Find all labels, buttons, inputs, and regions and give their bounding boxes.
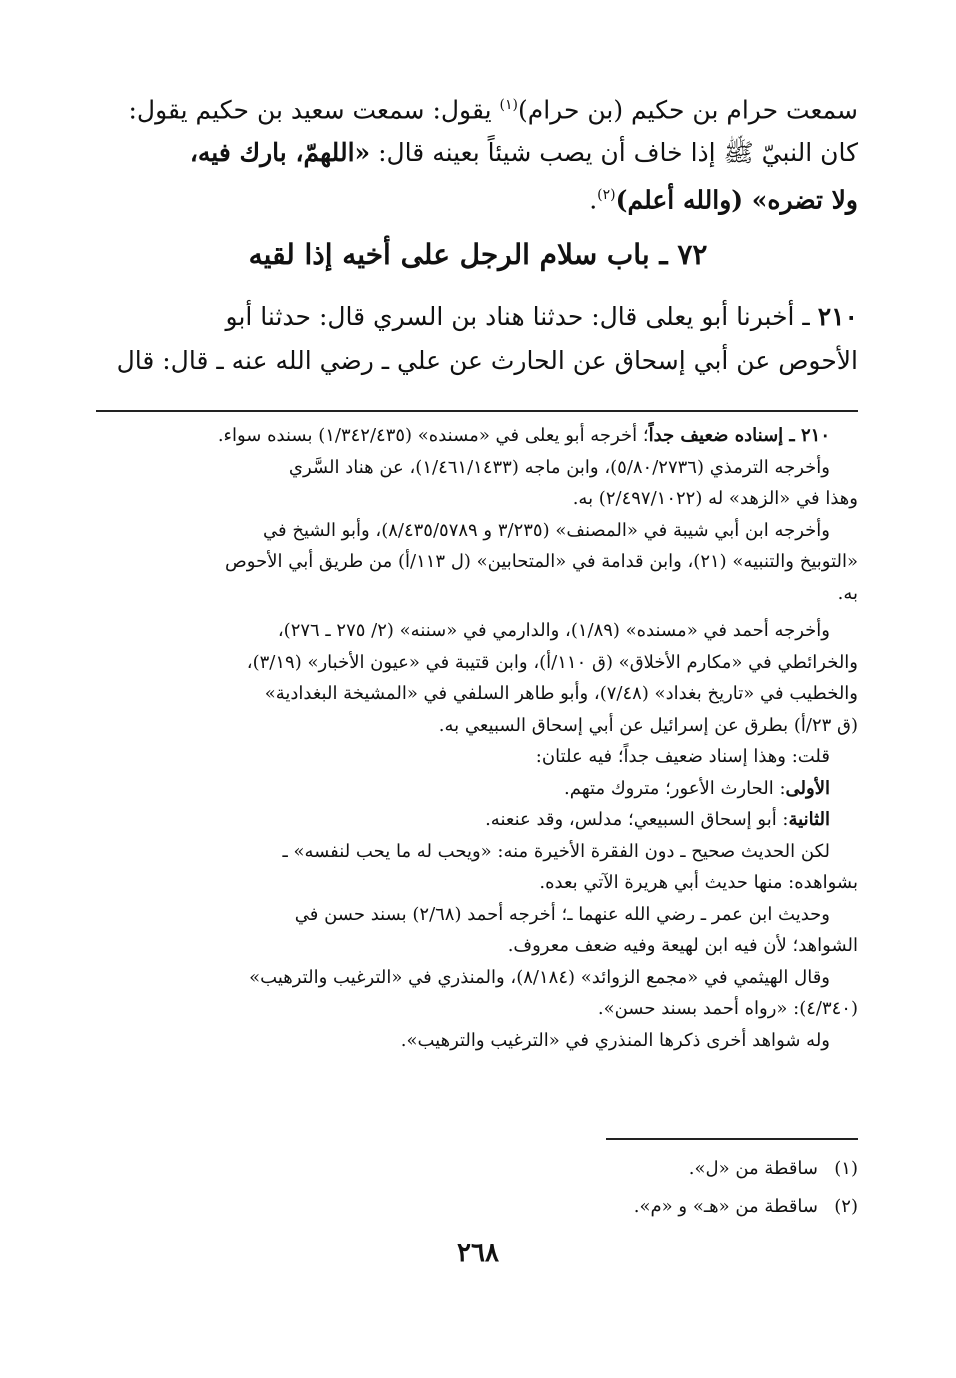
intro-text: سمعت حرام بن حكيم (بن حرام) — [517, 95, 858, 125]
footnote-number: (٢) — [834, 1196, 858, 1217]
hadith-paragraph — [96, 295, 858, 383]
note-text: ؛ أخرجه أبو يعلى في «مسنده» (١/٣٤٢/٤٣٥) بسنده سواء. — [217, 425, 649, 446]
note-line: (٤/٣٤٠): «رواه أحمد بسند حسن». — [597, 998, 858, 1019]
hadith-number: ٢١٠ — [817, 302, 858, 331]
prophetic-quote: «اللهمّ، بارك فيه، — [189, 138, 371, 168]
defect-label: الأولى — [785, 777, 830, 799]
footnote-number: (١) — [834, 1158, 858, 1179]
defect-label: الثانية — [788, 809, 830, 830]
note-line: قلت: وهذا إسناد ضعيف جداً؛ فيه علتان: — [535, 746, 830, 767]
footnote-text: ساقطة من «هـ» و «م». — [633, 1196, 818, 1217]
footnote-text: ساقطة من «ل». — [688, 1158, 818, 1179]
note-text: : أبو إسحاق السبيعي؛ مدلس، وقد عنعنه. — [485, 809, 789, 830]
note-line: وقال الهيثمي في «مجمع الزوائد» (٨/١٨٤)، والمنذري في «الترغيب والترهيب» — [249, 966, 830, 988]
note-line: وأخرجه أحمد في «مسنده» (١/٨٩)، والدارمي في «سننه» (٢/ ٢٧٥ ـ ٢٧٦)، — [277, 620, 830, 641]
note-line: به. — [837, 582, 858, 604]
note-line — [96, 804, 858, 836]
commentary-notes — [96, 420, 858, 1056]
note-line: وله شواهد أخرى ذكرها المنذري في «الترغيب والترهيب». — [400, 1029, 830, 1051]
note-line: لكن الحديث صحيح ـ دون الفقرة الأخيرة منه: «ويحب له ما يحب لنفسه» ـ — [282, 840, 830, 862]
footnote-ref[interactable]: (٢) — [597, 187, 616, 204]
note-line: والخطيب في «تاريخ بغداد» (٧/٤٨)، وأبو طاهر السلفي في «المشيخة البغدادية» — [264, 683, 858, 704]
intro-text: يقول: سمعت سعيد بن حكيم يقول: — [128, 95, 500, 125]
page-number: ٢٦٨ — [457, 1238, 499, 1268]
note-line: وهذا في «الزهد» له (٢/٤٩٧/١٠٢٢) به. — [572, 488, 858, 509]
hadith-line: الأحوص عن أبي إسحاق عن الحارث عن علي ـ رضي الله عنه ـ قال: قال — [116, 346, 858, 375]
intro-text: كان النبيّ ﷺ إذا خاف أن يصب شيئاً بعينه قال: — [370, 138, 858, 168]
note-line: وأخرجه الترمذي (٥/٨٠/٢٧٣٦)، وابن ماجه (١/٤٦١/١٤٣٣)، عن هناد السَّري — [288, 456, 830, 478]
note-line — [96, 773, 858, 805]
note-line: «التوبيخ والتنبيه» (٢١)، وابن قدامة في «المتحابين» (ل ١١٣/أ) من طريق أبي الأحوص — [225, 551, 858, 572]
footnote-separator — [606, 1138, 858, 1140]
note-line: وحديث ابن عمر ـ رضي الله عنهما ـ؛ أخرجه أحمد (٢/٦٨) بسند حسن في — [294, 903, 830, 925]
intro-paragraph — [96, 84, 858, 222]
note-line — [96, 420, 858, 452]
footnotes — [96, 1150, 858, 1226]
footnote-2 — [96, 1188, 858, 1226]
note-text: : الحارث الأعور؛ متروك متهم. — [564, 777, 786, 799]
note-line: (ق ٢٣/أ) بطرق عن إسرائيل عن أبي إسحاق السبيعي به. — [438, 714, 858, 736]
intro-line — [96, 131, 858, 174]
intro-text: . — [589, 185, 598, 215]
intro-line — [96, 84, 858, 131]
separator-line — [96, 410, 858, 412]
grading-label: ٢١٠ ـ إسناده ضعيف جداً — [648, 425, 830, 446]
note-line: وأخرجه ابن أبي شيبة في «المصنف» (٣/٢٣٥ و ٨/٤٣٥/٥٧٨٩)، وأبو الشيخ في — [263, 519, 830, 541]
footnote-ref[interactable]: (١) — [499, 97, 518, 113]
chapter-title: ٧٢ ـ باب سلام الرجل على أخيه إذا لقيه — [248, 238, 708, 271]
hadith-text: ـ أخبرنا أبو يعلى قال: حدثنا هناد بن السري قال: حدثنا أبو — [225, 302, 818, 331]
intro-line — [96, 174, 858, 221]
hadith-line — [96, 295, 858, 339]
note-line: والخرائطي في «مكارم الأخلاق» (ق ١١٠/أ)، وابن قتيبة في «عيون الأخبار» (٣/١٩)، — [246, 651, 858, 673]
note-line: بشواهده: منها حديث أبي هريرة الآتي بعده. — [539, 872, 858, 893]
note-line: الشواهد؛ لأن فيه ابن لهيعة وفيه ضعف معروف. — [507, 935, 858, 956]
prophetic-quote: ولا تضره» (والله أعلم) — [615, 185, 858, 215]
footnote-1 — [96, 1150, 858, 1188]
